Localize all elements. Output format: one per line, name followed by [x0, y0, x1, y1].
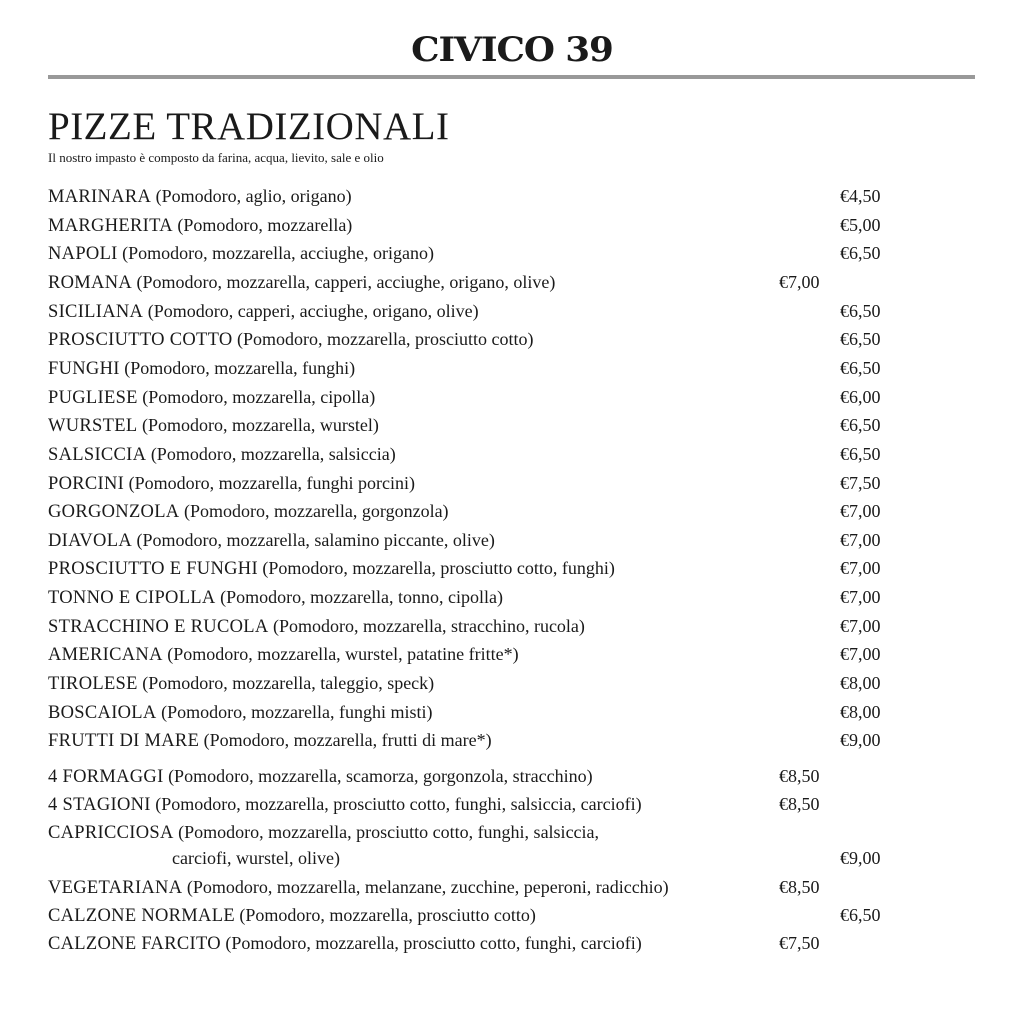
menu-item	[48, 412, 379, 438]
item-price: €5,00	[840, 214, 881, 235]
item-ingredients: (Pomodoro, capperi, acciughe, origano, olive)	[147, 300, 479, 321]
menu-item	[48, 902, 536, 928]
item-ingredients: (Pomodoro, mozzarella, prosciutto cotto, funghi, salsiccia,	[178, 822, 600, 842]
item-name: PUGLIESE	[48, 387, 138, 408]
item-ingredients: (Pomodoro, mozzarella, salsiccia)	[150, 443, 396, 464]
item-price: €7,00	[840, 644, 881, 665]
menu-item	[48, 699, 433, 725]
item-name: PORCINI	[48, 473, 125, 494]
item-ingredients: (Pomodoro, mozzarella, cipolla)	[142, 386, 376, 407]
item-price: €7,00	[779, 271, 820, 292]
item-name: FRUTTI DI MARE	[48, 731, 200, 752]
menu-item	[48, 212, 352, 238]
item-name: CAPRICCIOSA	[48, 823, 174, 843]
item-ingredients: (Pomodoro, mozzarella)	[177, 214, 353, 235]
item-name: STRACCHINO E RUCOLA	[48, 616, 269, 637]
menu-item	[48, 670, 434, 696]
item-name: TONNO E CIPOLLA	[48, 588, 216, 609]
item-ingredients: (Pomodoro, mozzarella, wurstel)	[141, 415, 379, 436]
menu-item	[48, 240, 434, 266]
item-name: BOSCAIOLA	[48, 702, 157, 723]
item-ingredients: (Pomodoro, mozzarella, stracchino, rucola)	[273, 615, 585, 636]
item-ingredients: (Pomodoro, mozzarella, prosciutto cotto, funghi, carciofi)	[225, 933, 642, 953]
item-price: €7,50	[779, 933, 820, 953]
item-price: €7,00	[840, 529, 881, 550]
menu-item	[48, 355, 355, 381]
item-price: €9,00	[840, 848, 881, 868]
menu-item	[48, 470, 415, 496]
item-price: €6,50	[840, 357, 881, 378]
item-price: €8,50	[779, 766, 820, 786]
item-name: CALZONE FARCITO	[48, 934, 221, 954]
menu-item	[48, 183, 352, 209]
item-name: DIAVOLA	[48, 530, 132, 551]
item-price: €9,00	[840, 730, 881, 751]
item-price: €8,50	[779, 877, 820, 897]
item-ingredients: (Pomodoro, mozzarella, prosciutto cotto, funghi)	[262, 558, 615, 579]
menu-item	[48, 326, 533, 352]
menu-item	[48, 441, 396, 467]
item-name: 4 FORMAGGI	[48, 767, 164, 787]
item-name: PROSCIUTTO E FUNGHI	[48, 559, 258, 580]
item-price: €8,50	[779, 794, 820, 814]
menu-item	[48, 874, 669, 900]
item-ingredients: (Pomodoro, mozzarella, funghi misti)	[161, 701, 433, 722]
header-divider	[48, 75, 975, 79]
item-name: SALSICCIA	[48, 444, 147, 465]
item-name: WURSTEL	[48, 416, 138, 437]
item-ingredients: (Pomodoro, mozzarella, tonno, cipolla)	[220, 587, 503, 608]
item-name: MARGHERITA	[48, 215, 173, 236]
menu-item	[48, 613, 585, 639]
item-ingredients: (Pomodoro, mozzarella, melanzane, zucchine, peperoni, radicchio)	[186, 877, 669, 897]
menu-item	[48, 584, 503, 610]
item-ingredients: (Pomodoro, mozzarella, wurstel, patatine fritte*)	[167, 644, 519, 665]
item-price: €4,50	[840, 186, 881, 206]
menu-item	[48, 384, 375, 410]
item-name: ROMANA	[48, 272, 133, 293]
menu-item	[48, 269, 555, 295]
item-name: NAPOLI	[48, 244, 118, 265]
item-name: CALZONE NORMALE	[48, 906, 235, 926]
item-ingredients: (Pomodoro, mozzarella, prosciutto cotto)	[239, 905, 536, 925]
item-ingredients: (Pomodoro, mozzarella, gorgonzola)	[183, 501, 449, 522]
menu-item	[48, 555, 615, 581]
restaurant-logo: CIVICO 39	[411, 30, 613, 70]
menu-item	[48, 930, 642, 956]
item-price: €6,50	[840, 329, 881, 350]
item-name: PROSCIUTTO COTTO	[48, 330, 233, 351]
menu-item	[48, 298, 479, 324]
item-price: €7,00	[840, 587, 881, 608]
item-ingredients: (Pomodoro, mozzarella, frutti di mare*)	[203, 730, 492, 751]
item-price: €8,00	[840, 701, 881, 722]
item-name: SICILIANA	[48, 301, 144, 322]
item-name: 4 STAGIONI	[48, 795, 151, 815]
menu-item	[48, 763, 593, 789]
item-ingredients: (Pomodoro, mozzarella, funghi)	[124, 357, 356, 378]
item-name: MARINARA	[48, 187, 152, 207]
item-ingredients: (Pomodoro, mozzarella, funghi porcini)	[128, 472, 416, 493]
item-ingredients: (Pomodoro, mozzarella, taleggio, speck)	[142, 673, 435, 694]
menu-item	[48, 527, 495, 553]
menu-item	[48, 641, 519, 667]
menu-item	[48, 498, 449, 524]
item-ingredients: (Pomodoro, mozzarella, acciughe, origano)	[122, 243, 435, 264]
menu-item-continuation	[48, 845, 340, 871]
item-ingredients: carciofi, wurstel, olive)	[172, 848, 340, 868]
item-ingredients: (Pomodoro, mozzarella, scamorza, gorgonzola, stracchino)	[168, 766, 593, 786]
item-price: €7,50	[840, 472, 881, 493]
item-price: €6,00	[840, 386, 881, 407]
item-ingredients: (Pomodoro, mozzarella, salamino piccante, olive)	[136, 529, 495, 550]
item-price: €8,00	[840, 673, 881, 694]
item-name: GORGONZOLA	[48, 502, 180, 523]
item-name: FUNGHI	[48, 358, 120, 379]
item-name: VEGETARIANA	[48, 878, 183, 898]
section-subtitle: Il nostro impasto è composto da farina, acqua, lievito, sale e olio	[48, 150, 384, 165]
item-ingredients: (Pomodoro, aglio, origano)	[155, 186, 352, 206]
menu-item	[48, 727, 492, 753]
item-price: €7,00	[840, 615, 881, 636]
item-ingredients: (Pomodoro, mozzarella, prosciutto cotto, funghi, salsiccia, carciofi)	[155, 794, 642, 814]
menu-item	[48, 791, 642, 817]
item-price: €7,00	[840, 501, 881, 522]
menu-item	[48, 819, 599, 845]
item-ingredients: (Pomodoro, mozzarella, prosciutto cotto)	[237, 329, 534, 350]
item-price: €6,50	[840, 443, 881, 464]
item-name: AMERICANA	[48, 645, 163, 666]
section-title: PIZZE TRADIZIONALI	[48, 105, 450, 148]
item-price: €7,00	[840, 558, 881, 579]
item-ingredients: (Pomodoro, mozzarella, capperi, acciughe, origano, olive)	[136, 271, 556, 292]
item-price: €6,50	[840, 243, 881, 264]
item-price: €6,50	[840, 415, 881, 436]
item-price: €6,50	[840, 905, 881, 925]
item-price: €6,50	[840, 300, 881, 321]
item-name: TIROLESE	[48, 674, 138, 695]
